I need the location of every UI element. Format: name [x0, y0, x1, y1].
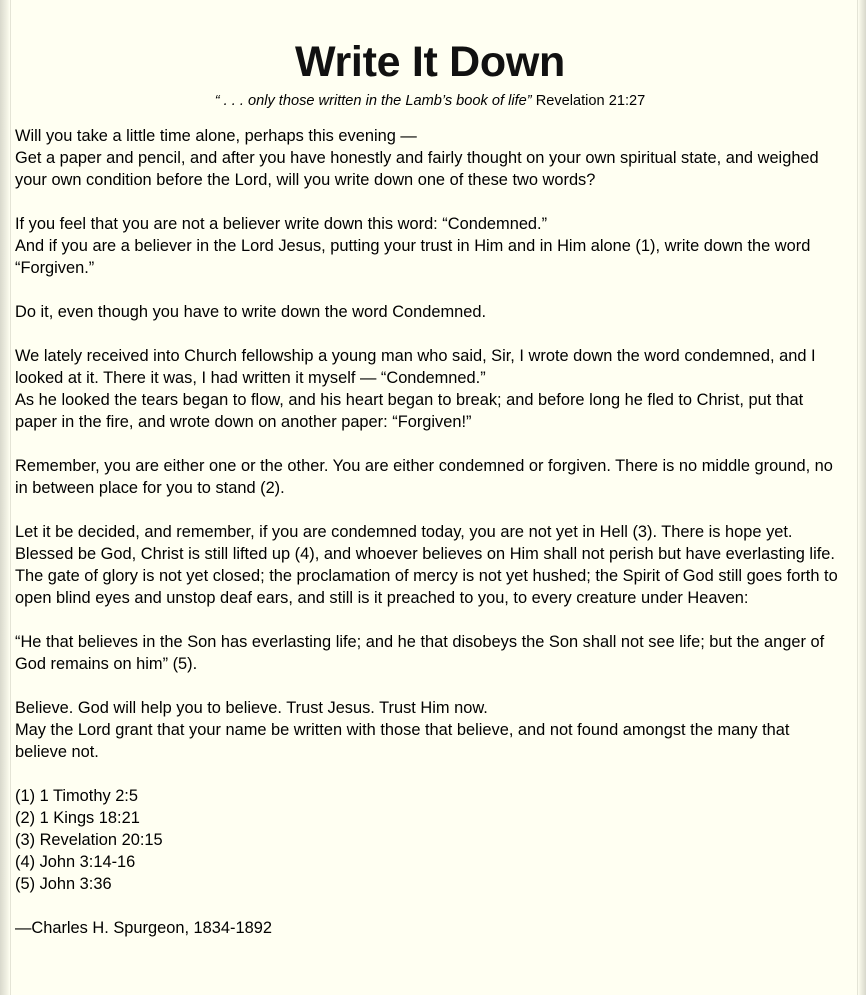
paragraph — [15, 631, 845, 675]
paragraph — [15, 455, 845, 499]
paragraph-line: If you feel that you are not a believer write down this word: “Condemned.” — [15, 215, 548, 233]
epigraph-reference: Revelation 21:27 — [535, 93, 646, 109]
paragraph — [15, 345, 845, 433]
paragraph — [15, 301, 845, 323]
paragraph-line: May the Lord grant that your name be written with those that believe, and not found amongst the many that believe not. — [15, 721, 790, 761]
paragraph-line: As he looked the tears began to flow, and his heart began to break; and before long he fled to Christ, put that paper in the fire, and wrote down on another paper: “Forgiven!” — [15, 391, 804, 431]
paragraph-line: Will you take a little time alone, perhaps this evening — — [15, 127, 417, 145]
reference-item: (3) Revelation 20:15 — [15, 831, 163, 849]
paragraph — [15, 521, 845, 609]
paragraph-line: Remember, you are either one or the other. You are either condemned or forgiven. There is no middle ground, no in between place for you to stand (2). — [15, 457, 833, 497]
references-list — [15, 785, 845, 895]
reference-item: (4) John 3:14-16 — [15, 853, 136, 871]
reference-item: (2) 1 Kings 18:21 — [15, 809, 140, 827]
paragraph-line: “He that believes in the Son has everlasting life; and he that disobeys the Son shall not see life; but the anger of God remains on him” (5). — [15, 633, 825, 673]
epigraph-quote: “ . . . only those written in the Lamb’s book of life” — [214, 93, 532, 109]
article-body — [15, 125, 845, 939]
paragraph-line: Get a paper and pencil, and after you have honestly and fairly thought on your own spiritual state, and weighed your own condition before the Lord, will you write down one of these two words? — [15, 149, 819, 189]
author-signature: —Charles H. Spurgeon, 1834-1892 — [15, 919, 272, 937]
epigraph — [15, 91, 845, 111]
window-left-edge — [0, 0, 11, 995]
page-title: Write It Down — [294, 38, 565, 86]
reference-item: (5) John 3:36 — [15, 875, 112, 893]
reference-item: (1) 1 Timothy 2:5 — [15, 787, 138, 805]
paragraph-line: And if you are a believer in the Lord Jesus, putting your trust in Him and in Him alone (1), write down the word “Forgiven.” — [15, 237, 811, 277]
window-right-edge — [857, 0, 866, 995]
paragraph — [15, 125, 845, 191]
document-page — [15, 0, 845, 961]
paragraph-line: Believe. God will help you to believe. Trust Jesus. Trust Him now. — [15, 699, 488, 717]
paragraph — [15, 213, 845, 279]
paragraph-line: Let it be decided, and remember, if you are condemned today, you are not yet in Hell (3). There is hope yet. Blessed be God, Christ is still lifted up (4), and whoever believes on Him shall not perish but have everlasting life. The gate of glory is not yet closed; the proclamation of mercy is not yet hushed; the Spirit of God still goes forth to open blind eyes and unstop deaf ears, and still is it preached to you, to every creature under Heaven: — [15, 523, 838, 607]
paragraph — [15, 697, 845, 763]
paragraph-line: We lately received into Church fellowship a young man who said, Sir, I wrote down the word condemned, and I looked at it. There it was, I had written it myself — “Condemned.” — [15, 347, 816, 387]
paragraph-line: Do it, even though you have to write down the word Condemned. — [15, 303, 487, 321]
